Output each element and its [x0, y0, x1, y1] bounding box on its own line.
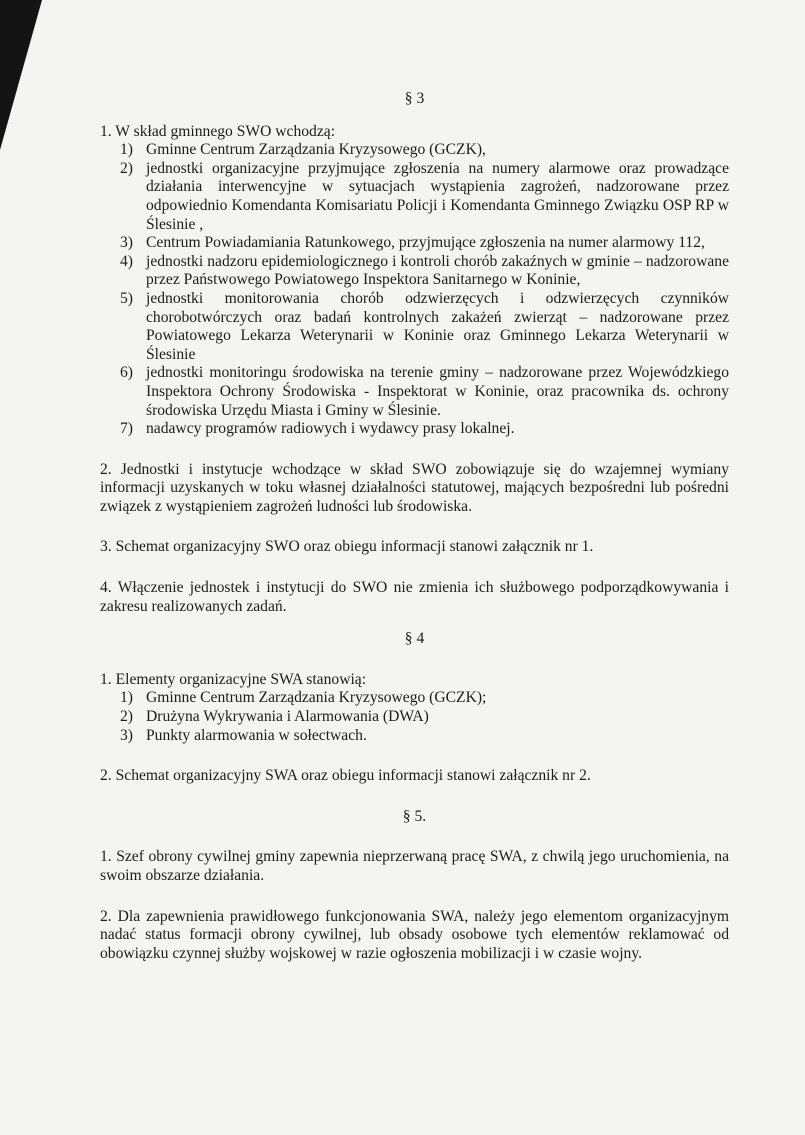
list-item: 2) jednostki organizacyjne przyjmujące zgłoszenia na numery alarmowe oraz prowadzące działania interwencyjne w sytuacjach wystąpienia zagrożeń, nadzorowane przez odpowiednio Komendanta Komisariatu Policji i Komendanta Gminnego Związku OSP RP w Ślesinie ,: [120, 159, 729, 233]
list-item: 1) Gminne Centrum Zarządzania Kryzysowego (GCZK);: [120, 689, 487, 707]
paragraph-5-2: 2. Dla zapewnienia prawidłowego funkcjonowania SWA, należy jego elementom organizacyjnym nadać status formacji obrony cywilnej, lub obsady osobowe tych elementów reklamować od obowiązku czynnej służby wojskowej w razie ogłoszenia mobilizacji i w czasie wojny.: [100, 907, 729, 962]
list-item: 4) jednostki nadzoru epidemiologicznego i kontroli chorób zakaźnych w gminie – nadzorowane przez Państwowego Powiatowego Inspektora Sanitarnego w Koninie,: [120, 252, 729, 289]
document-page: [100, 90, 729, 963]
section-heading-3: § 3: [404, 90, 425, 107]
list-3-1: [100, 141, 729, 439]
list-item: 6) jednostki monitoringu środowiska na terenie gminy – nadzorowane przez Wojewódzkiego Inspektora Ochrony Środowiska - Inspektorat w Koninie, oraz pracownika ds. ochrony środowiska Urzędu Miasta i Gminy w Ślesinie.: [120, 364, 729, 419]
list-item: 3) Punkty alarmowania w sołectwach.: [120, 726, 367, 744]
section-heading-5: § 5.: [402, 807, 427, 825]
paragraph-3-3: 3. Schemat organizacyjny SWO oraz obiegu informacji stanowi załącznik nr 1.: [100, 538, 594, 556]
paragraph-5-1: 1. Szef obrony cywilnej gminy zapewnia nieprzerwaną pracę SWA, z chwilą jego uruchomienia, na swoim obszarze działania.: [100, 848, 729, 884]
list-item: 3) Centrum Powiadamiania Ratunkowego, przyjmujące zgłoszenia na numer alarmowy 112,: [120, 234, 705, 252]
list-item: 1) Gminne Centrum Zarządzania Kryzysowego (GCZK),: [120, 141, 486, 159]
list-4-1: [100, 689, 729, 745]
list-item: 2) Drużyna Wykrywania i Alarmowania (DWA): [120, 708, 429, 726]
paragraph-4-2: 2. Schemat organizacyjny SWA oraz obiegu informacji stanowi załącznik nr 2.: [100, 767, 591, 785]
paragraph-4-1: 1. Elementy organizacyjne SWA stanowią:: [100, 670, 367, 688]
section-heading-4: § 4: [404, 630, 425, 648]
scan-corner-shadow: [0, 0, 42, 150]
list-item: 5) jednostki monitorowania chorób odzwierzęcych i odzwierzęcych czynników chorobotwórczych oraz badań kontrolnych zakażeń zwierząt – nadzorowane przez Powiatowego Lekarza Weterynarii w Koninie oraz Gminnego Lekarza Weterynarii w Ślesinie: [120, 289, 729, 363]
paragraph-3-4: 4. Włączenie jednostek i instytucji do SWO nie zmienia ich służbowego podporządkowywania i zakresu realizowanych zadań.: [100, 579, 729, 615]
list-item: 7) nadawcy programów radiowych i wydawcy prasy lokalnej.: [120, 420, 515, 438]
paragraph-3-2: 2. Jednostki i instytucje wchodzące w skład SWO zobowiązuje się do wzajemnej wymiany informacji uzyskanych w toku własnej działalności statutowej, mających bezpośredni lub pośredni związek z wystąpieniem zagrożeń ludności lub środowiska.: [100, 460, 729, 515]
paragraph-3-1: 1. W skład gminnego SWO wchodzą:: [100, 122, 336, 140]
